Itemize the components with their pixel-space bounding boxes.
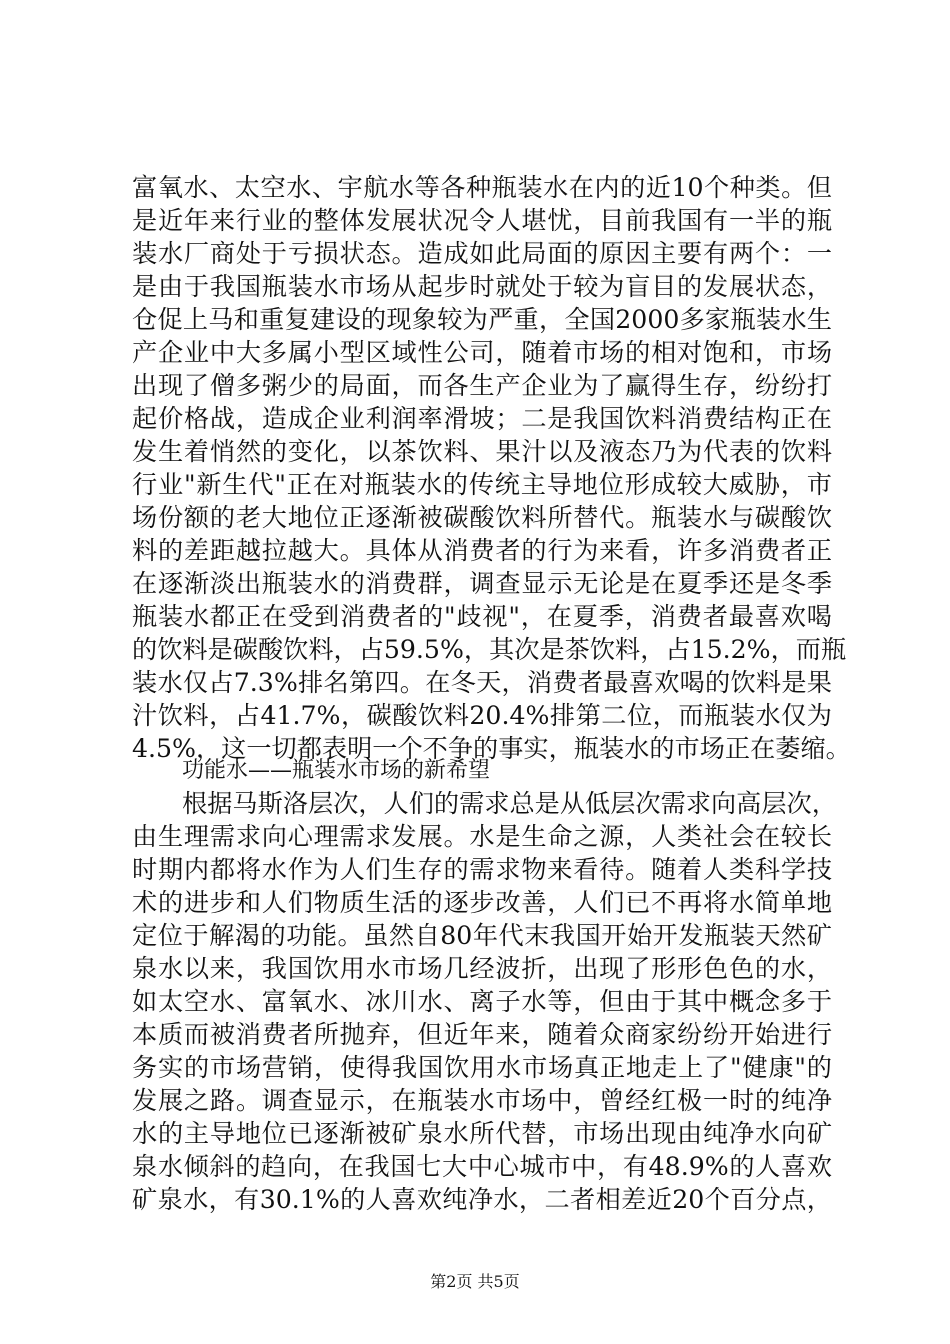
text-line: 仓促上马和重复建设的现象较为严重，全国2000多家瓶装水生 [132, 305, 832, 334]
text-line: 水的主导地位已逐渐被矿泉水所代替，市场出现由纯净水向矿 [132, 1119, 832, 1148]
text-line: 4.5%，这一切都表明一个不争的事实，瓶装水的市场正在萎缩。 [132, 734, 851, 763]
text-line: 富氧水、太空水、宇航水等各种瓶装水在内的近10个种类。但 [132, 173, 832, 202]
text-line: 料的差距越拉越大。具体从消费者的行为来看，许多消费者正 [132, 536, 832, 565]
page-number-footer: 第2页 共5页 [430, 1272, 520, 1291]
text-line: 术的进步和人们物质生活的逐步改善，人们已不再将水简单地 [132, 888, 832, 917]
text-line: 行业"新生代"正在对瓶装水的传统主导地位形成较大威胁，市 [132, 470, 832, 499]
body-paragraph-1 [132, 171, 851, 765]
text-line: 务实的市场营销，使得我国饮用水市场真正地走上了"健康"的 [132, 1053, 832, 1082]
text-line: 装水仅占7.3%排名第四。在冬天，消费者最喜欢喝的饮料是果 [132, 668, 832, 697]
text-line: 定位于解渴的功能。虽然自80年代末我国开始开发瓶装天然矿 [132, 921, 832, 950]
text-line: 由生理需求向心理需求发展。水是生命之源，人类社会在较长 [132, 822, 832, 851]
text-line: 场份额的老大地位正逐渐被碳酸饮料所替代。瓶装水与碳酸饮 [132, 503, 832, 532]
text-line: 矿泉水，有30.1%的人喜欢纯净水，二者相差近20个百分点， [132, 1185, 832, 1214]
text-line: 出现了僧多粥少的局面，而各生产企业为了赢得生存，纷纷打 [132, 371, 832, 400]
text-line: 如太空水、富氧水、冰川水、离子水等，但由于其中概念多于 [132, 987, 832, 1016]
body-paragraph-2 [132, 787, 837, 1216]
text-line: 是近年来行业的整体发展状况令人堪忧，目前我国有一半的瓶 [132, 206, 832, 235]
text-line: 发展之路。调查显示，在瓶装水市场中，曾经红极一时的纯净 [132, 1086, 832, 1115]
text-line: 根据马斯洛层次，人们的需求总是从低层次需求向高层次， [182, 789, 837, 818]
text-line: 泉水以来，我国饮用水市场几经波折，出现了形形色色的水， [132, 954, 832, 983]
text-line: 泉水倾斜的趋向，在我国七大中心城市中，有48.9%的人喜欢 [132, 1152, 832, 1181]
text-line: 起价格战，造成企业利润率滑坡；二是我国饮料消费结构正在 [132, 404, 832, 433]
text-line: 装水厂商处于亏损状态。造成如此局面的原因主要有两个：一 [132, 239, 832, 268]
text-line: 时期内都将水作为人们生存的需求物来看待。随着人类科学技 [132, 855, 832, 884]
text-line: 产企业中大多属小型区域性公司，随着市场的相对饱和，市场 [132, 338, 832, 367]
section-heading: 功能水——瓶装水市场的新希望 [182, 758, 491, 783]
text-line: 在逐渐淡出瓶装水的消费群，调查显示无论是在夏季还是冬季 [132, 569, 832, 598]
text-line: 汁饮料，占41.7%，碳酸饮料20.4%排第二位，而瓶装水仅为 [132, 701, 832, 730]
text-line: 本质而被消费者所抛弃，但近年来，随着众商家纷纷开始进行 [132, 1020, 832, 1049]
text-line: 的饮料是碳酸饮料，占59.5%，其次是茶饮料，占15.2%，而瓶 [132, 635, 847, 664]
text-line: 瓶装水都正在受到消费者的"歧视"，在夏季，消费者最喜欢喝 [132, 602, 832, 631]
text-line: 发生着悄然的变化，以茶饮料、果汁以及液态乃为代表的饮料 [132, 437, 832, 466]
text-line: 是由于我国瓶装水市场从起步时就处于较为盲目的发展状态， [132, 272, 832, 301]
